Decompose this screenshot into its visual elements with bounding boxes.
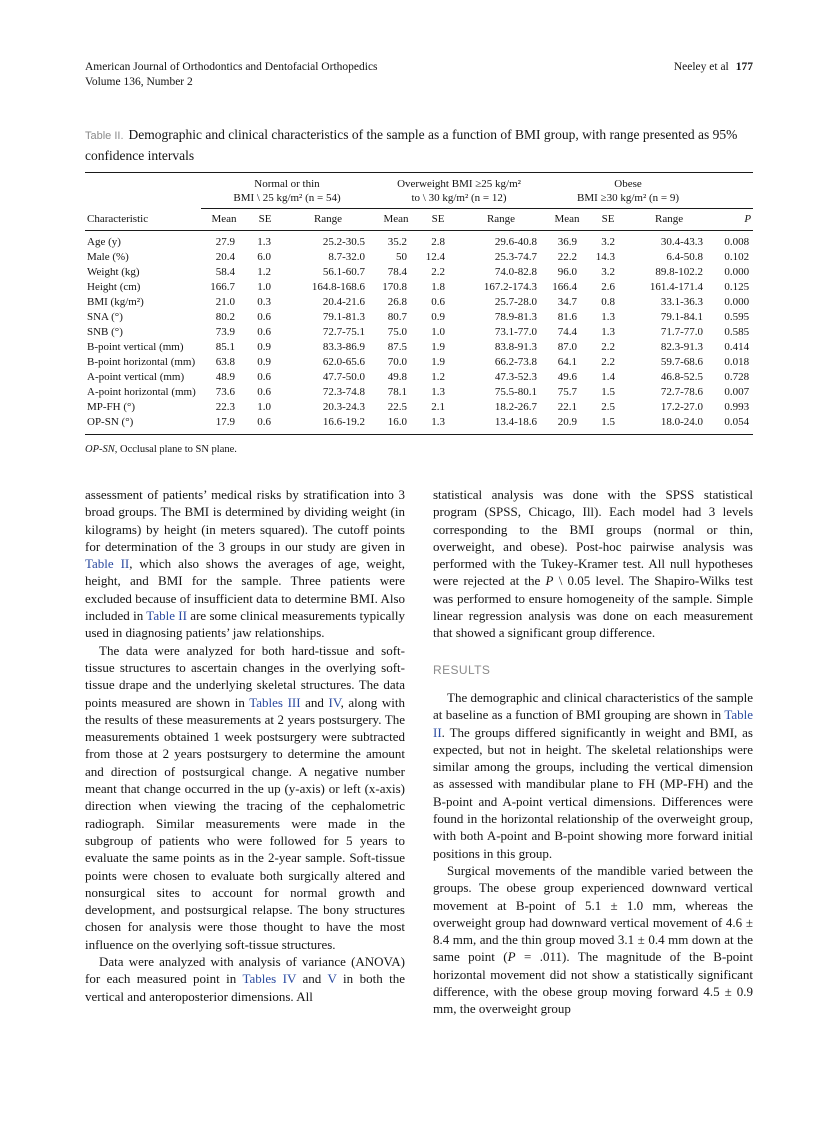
body-paragraph — [433, 486, 753, 642]
row-label: B-point horizontal (mm) — [87, 356, 196, 368]
cell-value: 0.3 — [257, 296, 271, 308]
cross-reference-link[interactable]: Tables IV — [242, 971, 297, 987]
group-header-normal-line2: BMI \ 25 kg/m² (n = 54) — [233, 191, 341, 204]
cell-value: 75.0 — [387, 326, 407, 338]
p-value: 0.008 — [724, 236, 750, 248]
table-caption-text: Demographic and clinical characteristics of the sample as a function of BMI group, with range presented as 95% confidence intervals — [85, 127, 738, 163]
journal-title: American Journal of Orthodontics and Dentofacial Orthopedics — [85, 61, 378, 73]
cell-value: 14.3 — [595, 251, 616, 263]
row-label: OP-SN (°) — [87, 416, 134, 428]
journal-volume: Volume 136, Number 2 — [85, 75, 193, 88]
row-label: A-point vertical (mm) — [87, 371, 185, 383]
cell-value: 2.1 — [431, 401, 445, 413]
section-heading-results: RESULTS — [433, 662, 491, 677]
cell-value: 80.7 — [387, 311, 407, 323]
cell-value: 1.0 — [257, 401, 271, 413]
cell-value: 78.1 — [387, 386, 407, 398]
table-row — [85, 340, 753, 355]
p-value: 0.414 — [724, 341, 750, 353]
cross-reference-link[interactable]: IV — [328, 694, 341, 710]
text-segment: , which also shows the averages of age, weight, height, and BMI for the sample. Three patients were excluded because of insufficient data to determine BMI. Also included in — [85, 556, 405, 624]
cell-value: 70.0 — [387, 356, 407, 368]
italic-text: P — [545, 573, 554, 589]
cell-value: 22.1 — [557, 401, 578, 413]
range-value: 167.2-174.3 — [483, 281, 538, 293]
range-value: 13.4-18.6 — [494, 416, 538, 428]
cell-value: 63.8 — [215, 356, 235, 368]
body-paragraph — [433, 862, 753, 1018]
group-header-normal-line1: Normal or thin — [254, 178, 320, 190]
cell-value: 0.6 — [257, 326, 271, 338]
table-row — [85, 370, 753, 385]
cell-value: 74.4 — [557, 326, 578, 338]
text-segment: and — [296, 971, 328, 987]
cell-value: 0.6 — [257, 311, 271, 323]
text-segment: are some clinical measurements typically used in diagnosing patients’ jaw relationships. — [85, 608, 406, 641]
text-segment: \ 0.05 level. The Shapiro-Wilks test was performed to ensure homogeneity of the sample. Simple linear regression analysis was done on each measurement that showed a significant group difference. — [433, 573, 753, 641]
p-value: 0.054 — [724, 416, 750, 428]
running-head-left — [85, 60, 378, 89]
cell-value: 6.0 — [257, 251, 271, 263]
cell-value: 1.2 — [257, 266, 271, 278]
cell-value: 1.0 — [257, 281, 271, 293]
mean-header-1: Mean — [201, 209, 247, 231]
cell-value: 36.9 — [557, 236, 578, 248]
cell-value: 166.4 — [552, 281, 578, 293]
authors-label: Neeley et al — [673, 61, 729, 73]
text-segment: The demographic and clinical characteristics of the sample at baseline as a function of BMI grouping are shown in — [433, 689, 753, 723]
range-value: 66.2-73.8 — [494, 356, 538, 368]
cell-value: 1.3 — [431, 386, 445, 398]
range-value: 83.8-91.3 — [494, 341, 538, 353]
cell-value: 35.2 — [387, 236, 407, 248]
cell-value: 20.4 — [215, 251, 235, 263]
cell-value: 80.2 — [215, 311, 235, 323]
group-header-overweight-line1: Overweight BMI ≥25 kg/m² — [397, 178, 521, 190]
cell-value: 1.9 — [431, 341, 445, 353]
table-subheader-row — [85, 209, 753, 231]
se-header-3: SE — [589, 209, 627, 231]
table-group-header-row — [85, 173, 753, 209]
body-paragraph — [85, 953, 405, 1005]
table-footnote — [85, 443, 753, 456]
group-header-normal — [201, 173, 373, 209]
table-caption — [85, 125, 753, 165]
table-body — [85, 231, 753, 435]
range-value: 74.0-82.8 — [494, 266, 538, 278]
table-row — [85, 250, 753, 265]
running-head — [85, 60, 753, 89]
range-value: 29.6-40.8 — [494, 236, 538, 248]
range-value: 82.3-91.3 — [660, 341, 704, 353]
range-value: 78.9-81.3 — [494, 311, 538, 323]
cell-value: 50 — [396, 251, 407, 263]
text-segment: in both the vertical and anteroposterior dimensions. All — [85, 971, 405, 1004]
cell-value: 2.2 — [601, 341, 616, 353]
mean-header-2: Mean — [373, 209, 419, 231]
range-header-3: Range — [627, 209, 711, 231]
p-value: 0.125 — [724, 281, 750, 293]
range-value: 62.0-65.6 — [322, 356, 365, 368]
range-value: 75.5-80.1 — [494, 386, 538, 398]
cell-value: 0.9 — [257, 356, 271, 368]
cell-value: 26.8 — [387, 296, 407, 308]
cell-value: 58.4 — [215, 266, 235, 278]
cell-value: 27.9 — [215, 236, 235, 248]
mean-header-3: Mean — [545, 209, 589, 231]
group-header-obese-line2: BMI ≥30 kg/m² (n = 9) — [577, 191, 680, 204]
table-row — [85, 325, 753, 340]
table-row — [85, 355, 753, 370]
range-value: 79.1-81.3 — [322, 311, 365, 323]
cell-value: 16.0 — [387, 416, 407, 428]
cell-value: 1.5 — [601, 386, 616, 398]
range-value: 47.3-52.3 — [494, 371, 538, 383]
p-value: 0.585 — [724, 326, 750, 338]
group-header-obese-line1: Obese — [614, 178, 642, 190]
table-ii — [85, 172, 753, 435]
cell-value: 64.1 — [557, 356, 578, 368]
row-label: Weight (kg) — [87, 266, 140, 278]
body-paragraph — [433, 689, 753, 862]
text-segment: Surgical movements of the mandible varied between the groups. The obese group experienced downward vertical movement at B-point of 5.1 ± 1.0 mm, whereas the overweight group had downward vertical movement of 4.6 ± 8.4 mm, and the thin group moved 3.1 ± 0.4 mm down at the same point ( — [433, 862, 753, 965]
cell-value: 2.2 — [601, 356, 616, 368]
body-paragraph — [85, 642, 405, 953]
cell-value: 2.5 — [601, 401, 616, 413]
group-header-overweight — [373, 173, 545, 209]
text-segment: . The groups differed significantly in weight and BMI, as expected, but not in height. The skeletal relationships were similar among the groups, including the vertical dimension as assessed with mandibular plane to FH (MP-FH) and the B-point and A-point vertical dimensions. Differences were found in the horizontal relationship of the overweight group, with both A-point and B-point showing more forward initial positions in this group. — [433, 724, 753, 861]
row-label: SNA (°) — [87, 311, 123, 323]
cell-value: 73.9 — [215, 326, 235, 338]
table-row — [85, 415, 753, 435]
cell-value: 78.4 — [387, 266, 407, 278]
text-segment: and — [300, 694, 329, 710]
cell-value: 0.6 — [257, 371, 271, 383]
cell-value: 1.5 — [601, 416, 616, 428]
group-header-overweight-line2: to \ 30 kg/m² (n = 12) — [411, 191, 507, 204]
range-value: 161.4-171.4 — [649, 281, 704, 293]
cell-value: 1.8 — [431, 281, 445, 293]
table-label: Table II. — [85, 130, 124, 142]
cell-value: 0.6 — [431, 296, 445, 308]
cell-value: 0.6 — [257, 416, 271, 428]
range-value: 25.3-74.7 — [494, 251, 538, 263]
row-label: B-point vertical (mm) — [87, 341, 184, 353]
range-value: 18.0-24.0 — [660, 416, 704, 428]
range-value: 71.7-77.0 — [660, 326, 704, 338]
cell-value: 49.6 — [557, 371, 578, 383]
range-header-2: Range — [457, 209, 545, 231]
p-value: 0.993 — [724, 401, 750, 413]
table-row — [85, 295, 753, 310]
range-value: 72.7-75.1 — [322, 326, 365, 338]
row-label: A-point horizontal (mm) — [87, 386, 196, 398]
cell-value: 17.9 — [215, 416, 235, 428]
article-body — [85, 486, 753, 1018]
p-value: 0.000 — [724, 266, 750, 278]
cell-value: 22.2 — [557, 251, 578, 263]
footnote-abbreviation: OP-SN — [85, 444, 115, 455]
cell-value: 1.0 — [431, 326, 445, 338]
cell-value: 22.5 — [387, 401, 407, 413]
text-segment: statistical analysis was done with the SPSS statistical program (SPSS, Chicago, Ill). Each model had 3 levels corresponding to the BMI groups (normal or thin, overweight, and obese). Post-hoc pairwise analysis was performed with the Tukey-Kramer test. All null hypotheses were rejected at the — [433, 487, 753, 589]
range-value: 16.6-19.2 — [322, 416, 365, 428]
cell-value: 87.0 — [557, 341, 578, 353]
table-row — [85, 231, 753, 251]
range-value: 83.3-86.9 — [322, 341, 365, 353]
cell-value: 22.3 — [215, 401, 235, 413]
p-value: 0.007 — [724, 386, 750, 398]
footnote-text: , Occlusal plane to SN plane. — [114, 444, 237, 455]
range-value: 8.7-32.0 — [328, 251, 365, 263]
p-value: 0.728 — [724, 371, 750, 383]
cell-value: 170.8 — [382, 281, 407, 293]
cell-value: 75.7 — [557, 386, 578, 398]
body-left-column — [85, 486, 405, 1018]
cell-value: 20.9 — [557, 416, 578, 428]
cell-value: 48.9 — [215, 371, 235, 383]
range-value: 20.4-21.6 — [322, 296, 365, 308]
range-value: 73.1-77.0 — [494, 326, 538, 338]
page-content — [85, 60, 753, 1018]
text-segment: = .011). The magnitude of the B-point horizontal movement did not show a statistically significant difference, with the obese group moving forward 4.5 ± 0.9 mm, the overweight group — [433, 949, 754, 1017]
range-value: 20.3-24.3 — [322, 401, 365, 413]
cell-value: 0.9 — [431, 311, 445, 323]
cell-value: 73.6 — [215, 386, 235, 398]
cell-value: 96.0 — [557, 266, 578, 278]
text-segment: The data were analyzed for both hard-tissue and soft-tissue structures to ascertain changes in the overlying soft-tissue drape and the underlying skeletal structures. The data points measured are shown in — [85, 642, 405, 710]
cell-value: 3.2 — [601, 266, 616, 278]
table-row — [85, 385, 753, 400]
p-value: 0.018 — [724, 356, 750, 368]
group-header-obese — [545, 173, 711, 209]
cross-reference-link[interactable]: Table II — [146, 608, 187, 624]
italic-text: P — [507, 949, 516, 965]
cell-value: 49.8 — [387, 371, 407, 383]
row-label: BMI (kg/m²) — [87, 296, 144, 308]
range-value: 72.3-74.8 — [322, 386, 365, 398]
cell-value: 1.4 — [601, 371, 616, 383]
se-header-1: SE — [247, 209, 283, 231]
cell-value: 1.2 — [431, 371, 445, 383]
range-value: 17.2-27.0 — [660, 401, 704, 413]
range-value: 30.4-43.3 — [660, 236, 704, 248]
cell-value: 2.2 — [431, 266, 445, 278]
cell-value: 81.6 — [557, 311, 578, 323]
cell-value: 1.3 — [431, 416, 445, 428]
cell-value: 2.8 — [431, 236, 445, 248]
range-header-1: Range — [283, 209, 373, 231]
cell-value: 1.3 — [257, 236, 271, 248]
se-header-2: SE — [419, 209, 457, 231]
cell-value: 1.9 — [431, 356, 445, 368]
range-value: 56.1-60.7 — [322, 266, 365, 278]
cell-value: 3.2 — [601, 236, 616, 248]
cross-reference-link[interactable]: Table II — [433, 707, 753, 740]
text-segment: Data were analyzed with analysis of variance (ANOVA) for each measured point in — [85, 954, 405, 987]
table-row — [85, 280, 753, 295]
text-segment: , along with the results of these measurements at 2 years postsurgery. The measurements obtained 1 week postsurgery were subtracted from those at 2 years postsurgery to determine the amount and direction of postsurgical change. A negative number meant that change occurred in the up (y-axis) or left (x-axis) direction when viewing the tracing of the cephalometric radiograph. Similar measurements were made in the subgroup of patients who were followed for 5 years to evaluate the same points as in the 2-year sample. Soft-tissue points were chosen to evaluate both surgically altered and nonsurgical sites to account for normal growth and development, and postsurgical relapse. The bony structures chosen for analysis were those thought to have the most influence on the overlying soft-tissue structures. — [85, 694, 405, 952]
cell-value: 21.0 — [215, 296, 235, 308]
cell-value: 0.9 — [257, 341, 271, 353]
range-value: 72.7-78.6 — [660, 386, 704, 398]
range-value: 25.7-28.0 — [494, 296, 538, 308]
cell-value: 1.3 — [601, 326, 616, 338]
characteristic-header: Characteristic — [85, 209, 201, 231]
row-label: MP-FH (°) — [87, 401, 136, 413]
range-value: 89.8-102.2 — [655, 266, 704, 278]
cell-value: 166.7 — [210, 281, 235, 293]
group-header-p-spacer — [711, 173, 753, 209]
cell-value: 1.3 — [601, 311, 616, 323]
cell-value: 12.4 — [425, 251, 445, 263]
range-value: 164.8-168.6 — [311, 281, 365, 293]
p-header: P — [711, 209, 753, 231]
table-row — [85, 310, 753, 325]
range-value: 46.8-52.5 — [660, 371, 704, 383]
p-value: 0.102 — [724, 251, 750, 263]
range-value: 33.1-36.3 — [660, 296, 704, 308]
row-label: Age (y) — [87, 236, 121, 248]
p-value: 0.000 — [724, 296, 750, 308]
page-number: 177 — [735, 61, 753, 73]
range-value: 47.7-50.0 — [322, 371, 365, 383]
table-row — [85, 400, 753, 415]
row-label: SNB (°) — [87, 326, 123, 338]
range-value: 59.7-68.6 — [660, 356, 704, 368]
running-head-right — [674, 60, 753, 75]
range-value: 25.2-30.5 — [322, 236, 365, 248]
cell-value: 85.1 — [215, 341, 235, 353]
body-paragraph — [85, 486, 405, 642]
cross-reference-link[interactable]: V — [327, 971, 337, 987]
group-header-spacer — [85, 173, 201, 209]
range-value: 79.1-84.1 — [660, 311, 704, 323]
cross-reference-link[interactable]: Table II — [85, 556, 130, 572]
cell-value: 87.5 — [387, 341, 407, 353]
cross-reference-link[interactable]: Tables III — [249, 694, 301, 710]
table-row — [85, 265, 753, 280]
text-segment: assessment of patients’ medical risks by stratification into 3 broad groups. The BMI is determined by dividing weight (in kilograms) by height (in meters squared). The cutoff points for determination of the 3 groups in our study are given in — [85, 487, 405, 554]
cell-value: 0.6 — [257, 386, 271, 398]
range-value: 6.4-50.8 — [666, 251, 704, 263]
range-value: 18.2-26.7 — [494, 401, 538, 413]
row-label: Male (%) — [87, 251, 129, 263]
p-value: 0.595 — [724, 311, 750, 323]
cell-value: 34.7 — [557, 296, 578, 308]
row-label: Height (cm) — [87, 281, 141, 293]
cell-value: 2.6 — [601, 281, 616, 293]
body-right-column — [433, 486, 753, 1018]
cell-value: 0.8 — [601, 296, 616, 308]
